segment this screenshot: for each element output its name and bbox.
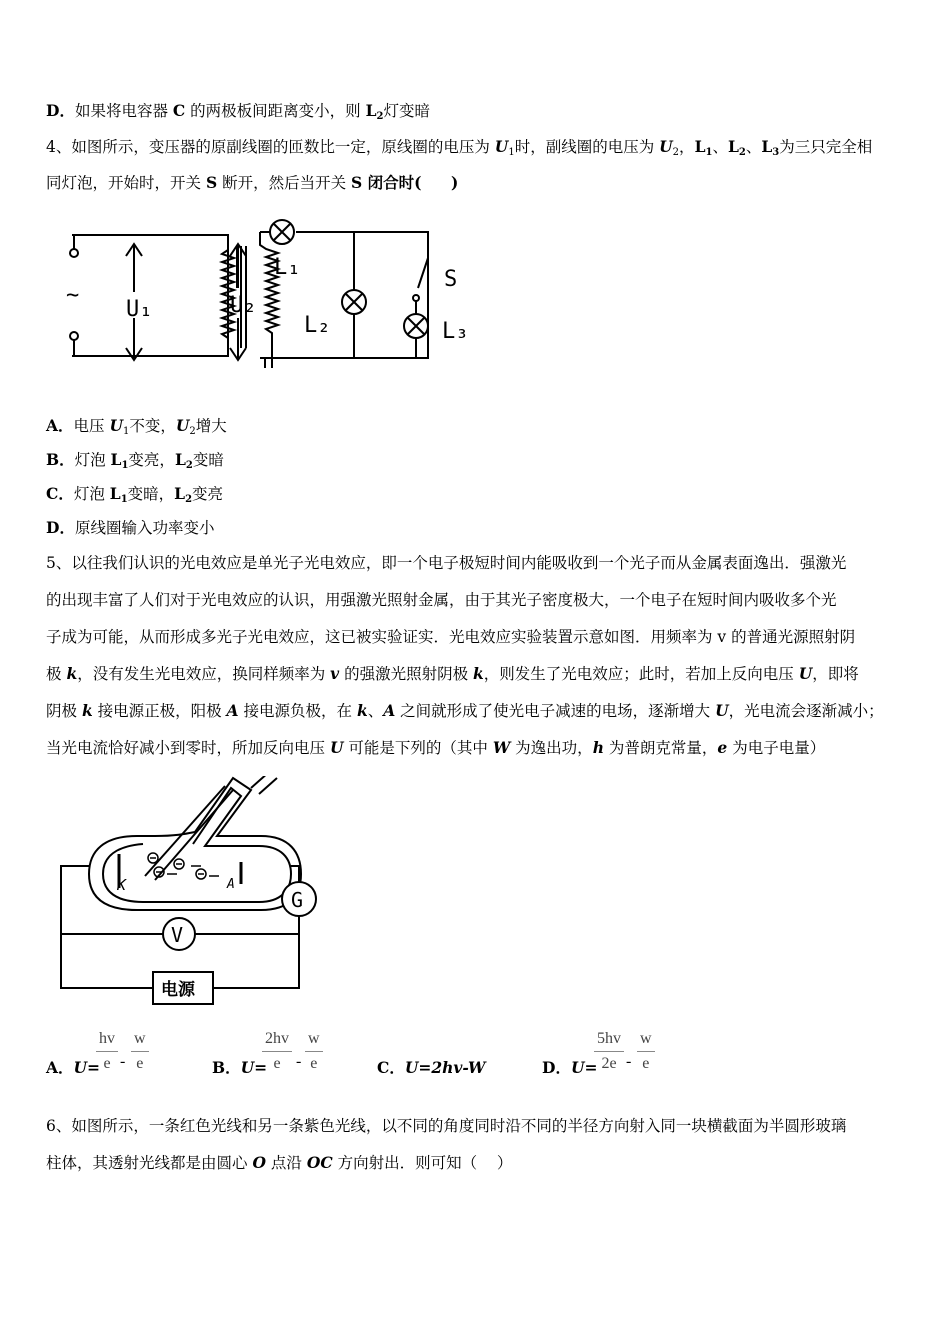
- text: 增大: [195, 417, 227, 435]
- subscript: 2: [189, 426, 196, 437]
- text: 当光电流恰好减小到零时，所加反向电压: [46, 739, 330, 757]
- text: 的两极板间距离变小，则: [185, 102, 366, 120]
- q5-stem-line3: 子成为可能，从而形成多光子光电效应，这已被实验证实．光电效应实验装置示意如图．用频率为 v 的普通光源照射阴: [46, 628, 856, 646]
- numerator: w: [305, 1030, 323, 1052]
- text: 为三只完全相: [779, 138, 873, 156]
- option-label: D．: [46, 101, 75, 120]
- fraction: [594, 1030, 624, 1074]
- q5-stem-line2: 的出现丰富了人们对于光电效应的认识，用强激光照射金属，由于其光子密度极大，一个电子在短时间内吸收多个光: [46, 591, 837, 609]
- symbol-u1: U: [494, 137, 509, 156]
- text: 、: [367, 702, 384, 720]
- symbol-k: k: [81, 701, 93, 720]
- label-l3: L₃: [442, 319, 469, 344]
- symbol-u2: U: [659, 137, 673, 156]
- denominator: e: [103, 1055, 111, 1072]
- q4-stem-line2: [46, 173, 458, 193]
- subscript: 1: [120, 494, 128, 505]
- denominator: e: [136, 1055, 144, 1072]
- transformer-circuit-figure: [60, 208, 490, 380]
- fraction: [305, 1030, 323, 1074]
- option-label: D．: [46, 518, 75, 537]
- option-label: C．: [377, 1058, 405, 1077]
- text: 的强激光照射阴极: [339, 665, 473, 683]
- text: 电压: [73, 417, 110, 435]
- text: ，即将: [812, 665, 859, 683]
- anode-label: A: [227, 877, 235, 892]
- text: 灯泡: [74, 451, 111, 469]
- subscript: 2: [185, 494, 193, 505]
- answer-blank: [421, 174, 451, 192]
- denominator: e: [273, 1055, 281, 1072]
- text: 柱体，其透射光线都是由圆心: [46, 1154, 253, 1172]
- option-label: A．: [46, 416, 74, 435]
- text: ，则发生了光电效应；此时，若加上反向电压: [483, 665, 799, 683]
- text: ，光电流会逐渐减小；: [728, 702, 884, 720]
- text: 之间就形成了使光电子减速的电场，逐渐增大: [395, 702, 716, 720]
- q6-stem-line2: [46, 1153, 512, 1173]
- fraction: [96, 1030, 118, 1074]
- formula-lhs: U=: [240, 1058, 268, 1077]
- subscript: 2: [185, 460, 193, 471]
- symbol-l3: L: [761, 137, 773, 156]
- text: ，: [679, 138, 695, 156]
- subscript: 2: [738, 147, 746, 158]
- fraction: [262, 1030, 292, 1074]
- symbol-c: C: [172, 101, 186, 120]
- option-label: C．: [46, 484, 74, 503]
- text: 方向射出．则可知（: [332, 1154, 478, 1172]
- symbol: U: [109, 416, 123, 435]
- power-source-label: 电源: [161, 980, 195, 1000]
- label-l2: L₂: [304, 313, 331, 338]
- minus-sign: [626, 1050, 631, 1072]
- text: 原线圈输入功率变小: [74, 519, 215, 537]
- text: 、: [745, 138, 762, 156]
- symbol-a: A: [383, 701, 396, 720]
- symbol: L: [174, 484, 186, 503]
- text: 为电子电量）: [727, 739, 826, 757]
- subscript: 2: [672, 147, 680, 158]
- minus-sign: [296, 1050, 301, 1072]
- label-l1: L₁: [274, 255, 301, 280]
- text: 极: [46, 665, 67, 683]
- q5-stem-line1: 5、以往我们认识的光电效应是单光子光电效应，即一个电子极短时间内能吸收到一个光子而从金属表面逸出．强激光: [46, 554, 847, 572]
- fraction: [637, 1030, 655, 1074]
- symbol-k: k: [66, 664, 78, 683]
- q6-stem-line1: [46, 1116, 846, 1136]
- q4-option-a[interactable]: [46, 416, 227, 442]
- numerator: 5hv: [594, 1030, 624, 1052]
- numerator: hv: [96, 1030, 118, 1052]
- subscript: 1: [705, 147, 713, 158]
- symbol-u: U: [329, 738, 344, 757]
- q3-option-d: [46, 101, 430, 127]
- symbol-s: S: [205, 173, 218, 192]
- text: 为逸出功，: [510, 739, 593, 757]
- q4-stem-line1: [46, 137, 872, 163]
- symbol: U: [175, 416, 190, 435]
- symbol-o: O: [252, 1153, 266, 1172]
- text: 变暗，: [127, 485, 175, 503]
- text: 为普朗克常量，: [603, 739, 718, 757]
- text: 时，副线圈的电压为: [514, 138, 660, 156]
- option-label: D．: [542, 1058, 571, 1077]
- ac-source-symbol: ~: [66, 283, 80, 308]
- text: 4、如图所示，变压器的原副线圈的匝数比一定，原线圈的电压为: [46, 138, 495, 156]
- text: 灯变暗: [383, 102, 430, 120]
- text: ，没有发生光电效应，换同样频率为: [77, 665, 331, 683]
- answer-blank: [477, 1154, 497, 1172]
- symbol-u: U: [798, 664, 813, 683]
- fraction: [131, 1030, 149, 1074]
- text: 阴极: [46, 702, 82, 720]
- symbol-l1: L: [694, 137, 706, 156]
- q5-stem-line6: [46, 738, 825, 758]
- subscript: 1: [508, 147, 515, 158]
- text: 如果将电容器: [74, 102, 173, 120]
- text: 变暗: [192, 451, 224, 469]
- q5-stem-line4: [46, 664, 859, 684]
- subscript: 3: [772, 147, 780, 158]
- symbol-a: A: [226, 701, 239, 720]
- label-s: S: [444, 267, 458, 292]
- text: ): [451, 173, 459, 192]
- voltmeter-label: V: [171, 923, 184, 947]
- numerator: w: [131, 1030, 149, 1052]
- text: 、: [712, 138, 728, 156]
- option-label: B．: [46, 450, 75, 469]
- photoelectric-apparatus-figure: [55, 776, 335, 1010]
- text: 不变，: [129, 417, 176, 435]
- q4-option-d[interactable]: [46, 518, 214, 538]
- symbol-k: k: [473, 664, 484, 683]
- option-label: B．: [212, 1058, 241, 1077]
- minus-sign: [120, 1050, 125, 1072]
- numerator: w: [637, 1030, 655, 1052]
- text: 接电源负极，在: [238, 702, 357, 720]
- text: 闭合时(: [362, 173, 422, 192]
- symbol-l2: L: [727, 137, 739, 156]
- subscript: 2: [376, 111, 384, 122]
- option-label: A．: [46, 1058, 74, 1077]
- symbol-k: k: [356, 701, 368, 720]
- symbol-oc: OC: [306, 1153, 333, 1172]
- denominator: e: [310, 1055, 318, 1072]
- symbol-e: e: [717, 738, 728, 757]
- q4-option-c[interactable]: [46, 484, 223, 510]
- denominator: 2e: [601, 1055, 617, 1072]
- formula: U=2hv-W: [404, 1058, 486, 1077]
- text: 灯泡: [73, 485, 110, 503]
- symbol-v: v: [330, 664, 340, 683]
- q5-stem-line5: [46, 701, 884, 721]
- symbol: L: [174, 450, 186, 469]
- text: 点沿: [265, 1154, 307, 1172]
- minus: -: [120, 1053, 126, 1070]
- text: ）: [496, 1154, 513, 1172]
- formula-lhs: U=: [570, 1058, 598, 1077]
- minus: -: [296, 1053, 302, 1070]
- text: 同灯泡，开始时，开关: [46, 174, 206, 192]
- text: 接电源正极，阳极: [92, 702, 227, 720]
- text: 变亮: [192, 485, 224, 503]
- symbol-h: h: [592, 738, 604, 757]
- minus: -: [626, 1053, 632, 1070]
- label-u2: U₂: [230, 293, 257, 318]
- cathode-label: K: [117, 876, 127, 894]
- text: 变亮，: [128, 451, 175, 469]
- q5-option-c[interactable]: [377, 1058, 485, 1078]
- text: 6、如图所示，一条红色光线和另一条紫色光线，以不同的角度同时沿不同的半径方向射入同一块横截面为半圆形玻璃: [46, 1117, 847, 1135]
- subscript: 1: [121, 460, 129, 471]
- formula-lhs: U=: [73, 1058, 101, 1077]
- symbol-u: U: [715, 701, 729, 720]
- symbol: L: [110, 450, 122, 469]
- galvanometer-label: G: [291, 888, 304, 912]
- subscript: 1: [123, 426, 130, 437]
- text: 可能是下列的（其中: [343, 739, 493, 757]
- numerator: 2hv: [262, 1030, 292, 1052]
- symbol-l: L: [365, 101, 377, 120]
- symbol-s: S: [351, 173, 363, 192]
- symbol-w: W: [492, 738, 511, 757]
- denominator: e: [642, 1055, 650, 1072]
- label-u1: U₁: [126, 297, 153, 322]
- q4-option-b[interactable]: [46, 450, 224, 476]
- text: 断开，然后当开关: [217, 174, 351, 192]
- symbol: L: [109, 484, 121, 503]
